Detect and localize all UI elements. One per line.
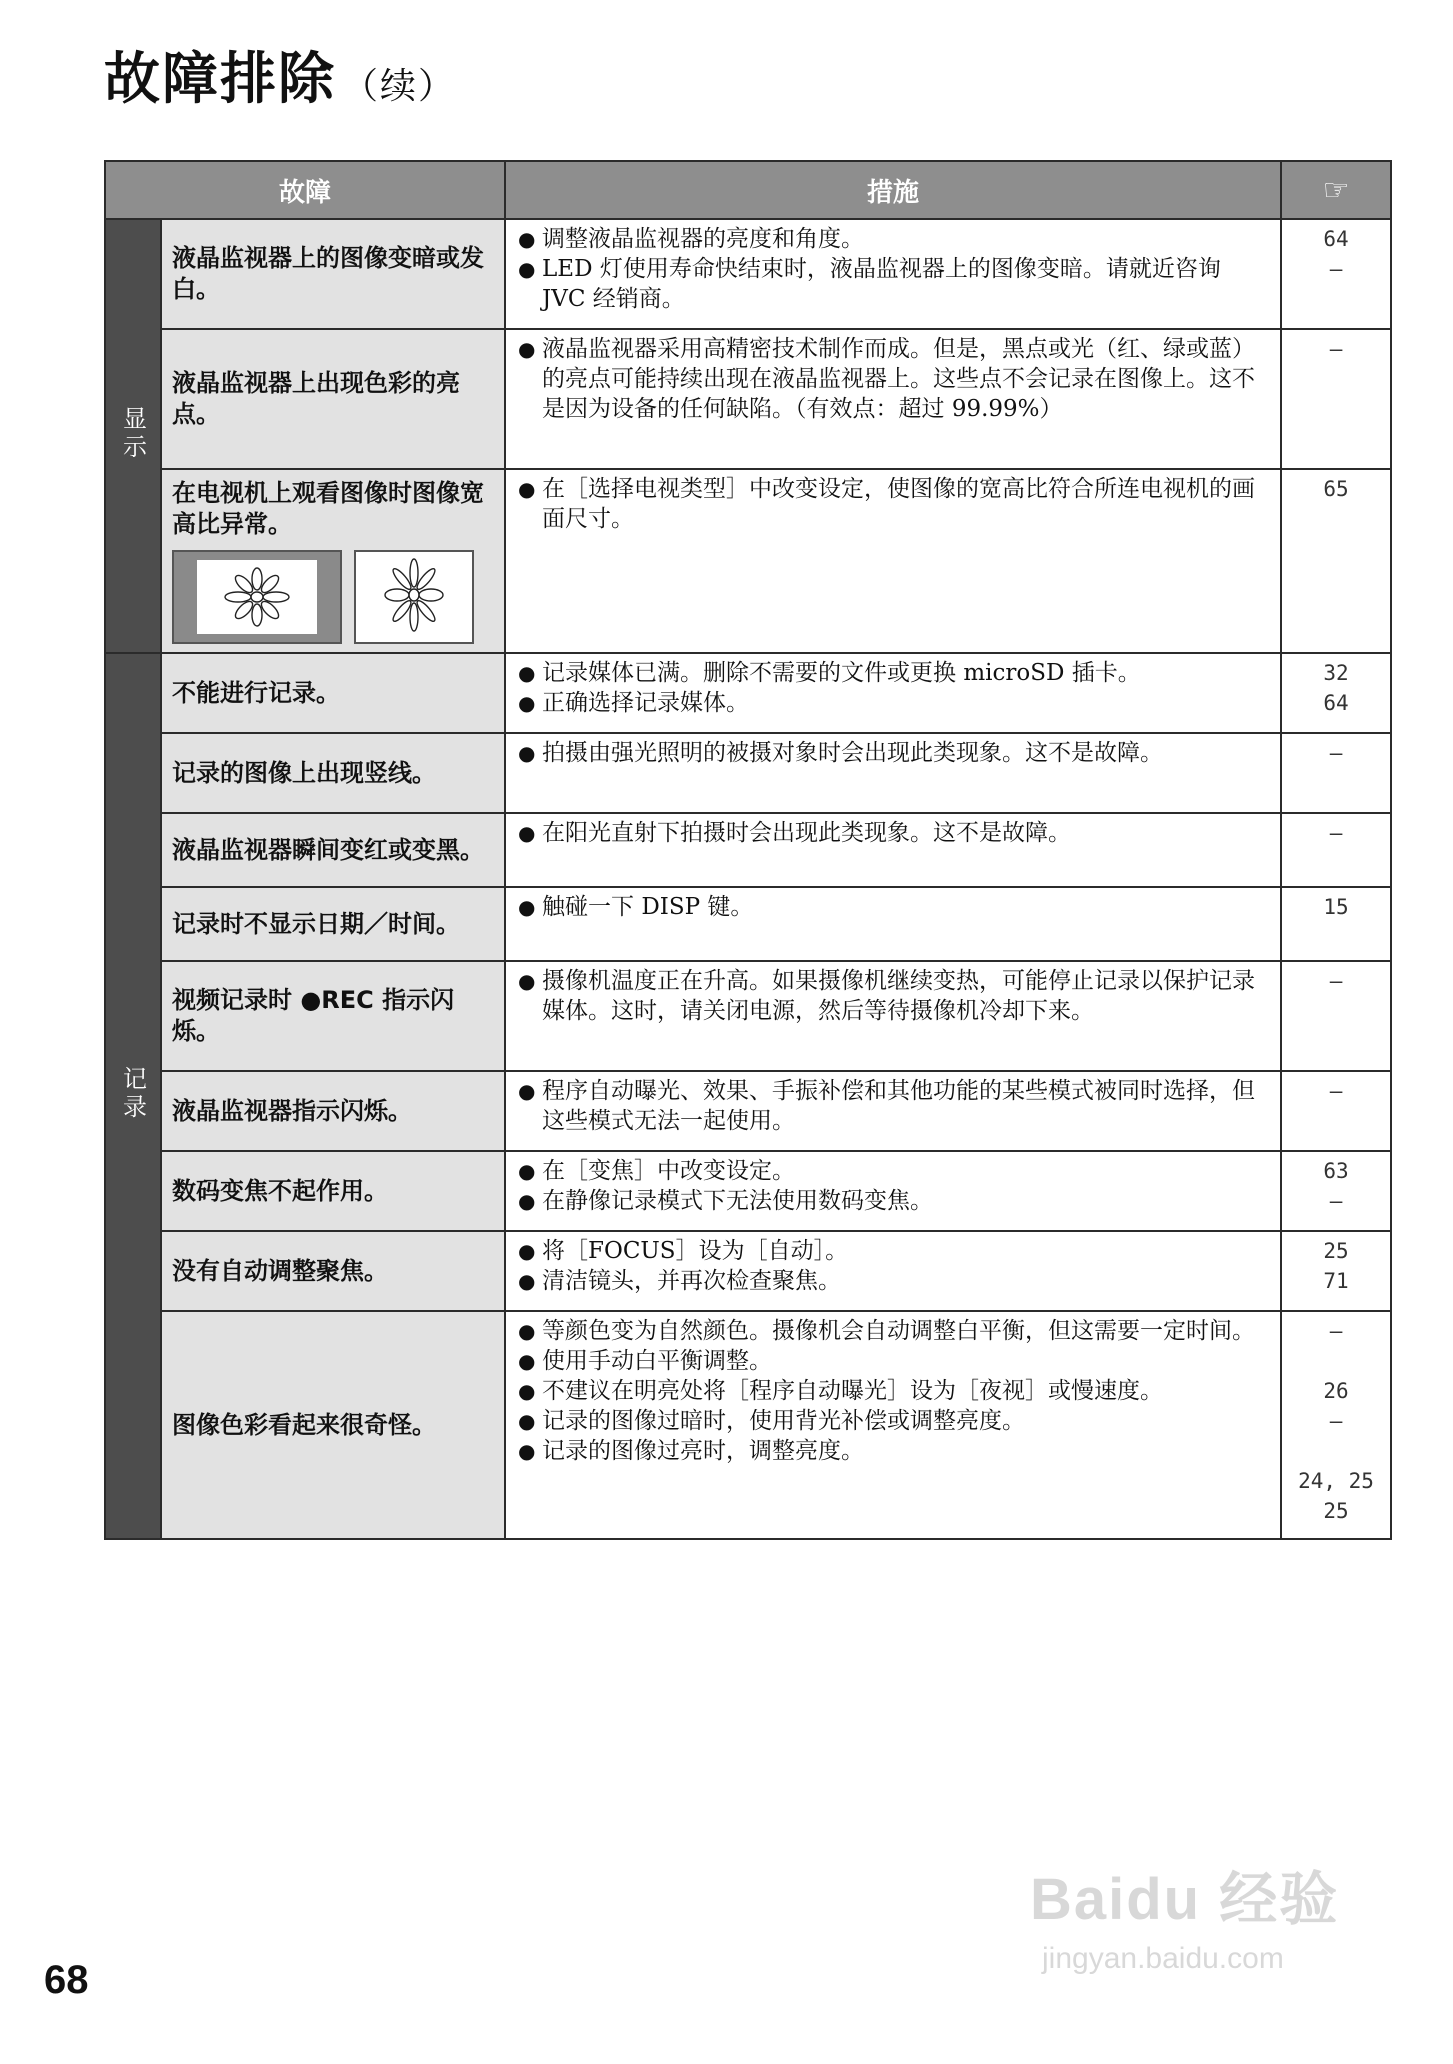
problem-cell: 液晶监视器上的图像变暗或发白。 bbox=[161, 219, 505, 329]
action-cell bbox=[505, 329, 1281, 469]
problem-cell: 不能进行记录。 bbox=[161, 653, 505, 733]
page-ref: 25 bbox=[1323, 1239, 1349, 1263]
problem-cell: 液晶监视器瞬间变红或变黑。 bbox=[161, 813, 505, 887]
action-item: ● 液晶监视器采用高精密技术制作而成。但是，黑点或光（红、绿或蓝）的亮点可能持续出现在液晶监视器上。这些点不会记录在图像上。这不是因为设备的任何缺陷。（有效点：超过 99.99%） bbox=[518, 334, 1266, 424]
problem-cell: 液晶监视器上出现色彩的亮点。 bbox=[161, 329, 505, 469]
page-ref: – bbox=[1329, 337, 1343, 361]
reference-cell bbox=[1281, 887, 1391, 961]
problem-cell: 记录的图像上出现竖线。 bbox=[161, 733, 505, 813]
page-ref: – bbox=[1329, 741, 1343, 765]
page-title-suffix: （续） bbox=[342, 66, 457, 107]
action-item: ● 在［变焦］中改变设定。 bbox=[518, 1156, 1266, 1186]
reference-cell bbox=[1281, 329, 1391, 469]
action-item: ● 记录的图像过暗时，使用背光补偿或调整亮度。 bbox=[518, 1406, 1266, 1436]
action-cell bbox=[505, 1231, 1281, 1311]
page-ref: 24, 25 bbox=[1298, 1469, 1374, 1493]
reference-cell bbox=[1281, 219, 1391, 329]
table-row bbox=[105, 887, 1391, 961]
action-item: ● 记录的图像过亮时，调整亮度。 bbox=[518, 1436, 1266, 1466]
category-display bbox=[105, 219, 161, 653]
action-cell bbox=[505, 887, 1281, 961]
page-ref: 64 bbox=[1323, 691, 1349, 715]
problem-cell: 记录时不显示日期／时间。 bbox=[161, 887, 505, 961]
troubleshooting-table bbox=[104, 160, 1392, 1540]
reference-cell bbox=[1281, 813, 1391, 887]
reference-cell bbox=[1281, 733, 1391, 813]
watermark bbox=[1030, 1852, 1339, 1976]
reference-cell bbox=[1281, 1071, 1391, 1151]
page-ref: 71 bbox=[1323, 1269, 1349, 1293]
action-cell bbox=[505, 961, 1281, 1071]
reference-cell bbox=[1281, 1151, 1391, 1231]
action-item: ● 不建议在明亮处将［程序自动曝光］设为［夜视］或慢速度。 bbox=[518, 1376, 1266, 1406]
problem-text: 在电视机上观看图像时图像宽高比异常。 bbox=[172, 479, 484, 538]
reference-cell bbox=[1281, 961, 1391, 1071]
page-ref: – bbox=[1329, 821, 1343, 845]
table-row bbox=[105, 469, 1391, 653]
table-row bbox=[105, 1071, 1391, 1151]
letterbox-illustration bbox=[172, 550, 342, 644]
action-cell bbox=[505, 1311, 1281, 1539]
table-row bbox=[105, 961, 1391, 1071]
reference-cell bbox=[1281, 653, 1391, 733]
action-item: ● 正确选择记录媒体。 bbox=[518, 688, 1266, 718]
watermark-brand: Baidu 经验 bbox=[1030, 1867, 1340, 1932]
problem-cell bbox=[161, 469, 505, 653]
action-item: ● 记录媒体已满。删除不需要的文件或更换 microSD 插卡。 bbox=[518, 658, 1266, 688]
reference-cell bbox=[1281, 1311, 1391, 1539]
header-problem: 故障 bbox=[105, 161, 505, 219]
table-header-row bbox=[105, 161, 1391, 219]
reference-cell bbox=[1281, 469, 1391, 653]
problem-cell: 没有自动调整聚焦。 bbox=[161, 1231, 505, 1311]
action-item: ● 清洁镜头，并再次检查聚焦。 bbox=[518, 1266, 1266, 1296]
page-ref: – bbox=[1329, 1079, 1343, 1103]
action-cell bbox=[505, 1071, 1281, 1151]
action-cell bbox=[505, 219, 1281, 329]
table-row bbox=[105, 653, 1391, 733]
flower-icon bbox=[212, 565, 302, 629]
category-label: 显示 bbox=[118, 406, 147, 462]
problem-cell: 图像色彩看起来很奇怪。 bbox=[161, 1311, 505, 1539]
table-row bbox=[105, 733, 1391, 813]
action-item: ● 将［FOCUS］设为［自动］。 bbox=[518, 1236, 1266, 1266]
action-item: ● 触碰一下 DISP 键。 bbox=[518, 892, 1266, 922]
squeezed-illustration bbox=[354, 550, 474, 644]
table-row bbox=[105, 813, 1391, 887]
category-label: 记录 bbox=[118, 1066, 147, 1122]
action-item: ● 使用手动白平衡调整。 bbox=[518, 1346, 1266, 1376]
watermark-url: jingyan.baidu.com bbox=[1042, 1942, 1284, 1975]
page-number: 68 bbox=[44, 1958, 89, 2002]
page-ref: 15 bbox=[1323, 895, 1349, 919]
action-cell bbox=[505, 1151, 1281, 1231]
page-title-main: 故障排除 bbox=[104, 47, 336, 112]
page-ref: – bbox=[1329, 1319, 1343, 1343]
page-ref bbox=[1282, 1436, 1390, 1466]
reference-cell bbox=[1281, 1231, 1391, 1311]
action-cell bbox=[505, 813, 1281, 887]
header-reference bbox=[1281, 161, 1391, 219]
action-item: ● 拍摄由强光照明的被摄对象时会出现此类现象。这不是故障。 bbox=[518, 738, 1266, 768]
aspect-ratio-illustrations bbox=[172, 550, 494, 644]
table-row bbox=[105, 329, 1391, 469]
action-item: ● 摄像机温度正在升高。如果摄像机继续变热，可能停止记录以保护记录媒体。这时，请关闭电源，然后等待摄像机冷却下来。 bbox=[518, 966, 1266, 1026]
action-cell bbox=[505, 733, 1281, 813]
table-row bbox=[105, 219, 1391, 329]
problem-cell: 视频记录时 ●REC 指示闪烁。 bbox=[161, 961, 505, 1071]
action-item: ● 调整液晶监视器的亮度和角度。 bbox=[518, 224, 1266, 254]
category-recording bbox=[105, 653, 161, 1539]
header-action: 措施 bbox=[505, 161, 1281, 219]
action-cell bbox=[505, 469, 1281, 653]
action-item: ● 在［选择电视类型］中改变设定，使图像的宽高比符合所连电视机的画面尺寸。 bbox=[518, 474, 1266, 534]
table-row bbox=[105, 1151, 1391, 1231]
page-ref: 65 bbox=[1323, 477, 1349, 501]
page-ref bbox=[1282, 1346, 1390, 1376]
page-title bbox=[104, 40, 456, 127]
page-ref: – bbox=[1329, 1409, 1343, 1433]
page-ref: 25 bbox=[1323, 1499, 1349, 1523]
page-ref: 63 bbox=[1323, 1159, 1349, 1183]
action-item: ● 在阳光直射下拍摄时会出现此类现象。这不是故障。 bbox=[518, 818, 1266, 848]
table-row bbox=[105, 1311, 1391, 1539]
page-ref: 32 bbox=[1323, 661, 1349, 685]
flower-icon bbox=[369, 555, 459, 639]
page-ref: 26 bbox=[1323, 1379, 1349, 1403]
table-row bbox=[105, 1231, 1391, 1311]
page-ref: 64 bbox=[1323, 227, 1349, 251]
page-ref: – bbox=[1329, 1189, 1343, 1213]
action-item: ● 在静像记录模式下无法使用数码变焦。 bbox=[518, 1186, 1266, 1216]
action-item: ● LED 灯使用寿命快结束时，液晶监视器上的图像变暗。请就近咨询 JVC 经销商。 bbox=[518, 254, 1266, 314]
action-cell bbox=[505, 653, 1281, 733]
action-item: ● 程序自动曝光、效果、手振补偿和其他功能的某些模式被同时选择，但这些模式无法一起使用。 bbox=[518, 1076, 1266, 1136]
problem-cell: 液晶监视器指示闪烁。 bbox=[161, 1071, 505, 1151]
page-ref: – bbox=[1329, 257, 1343, 281]
page-ref: – bbox=[1329, 969, 1343, 993]
problem-cell: 数码变焦不起作用。 bbox=[161, 1151, 505, 1231]
action-item: ● 等颜色变为自然颜色。摄像机会自动调整白平衡，但这需要一定时间。 bbox=[518, 1316, 1266, 1346]
pointing-hand-icon: ☞ bbox=[1322, 172, 1350, 208]
